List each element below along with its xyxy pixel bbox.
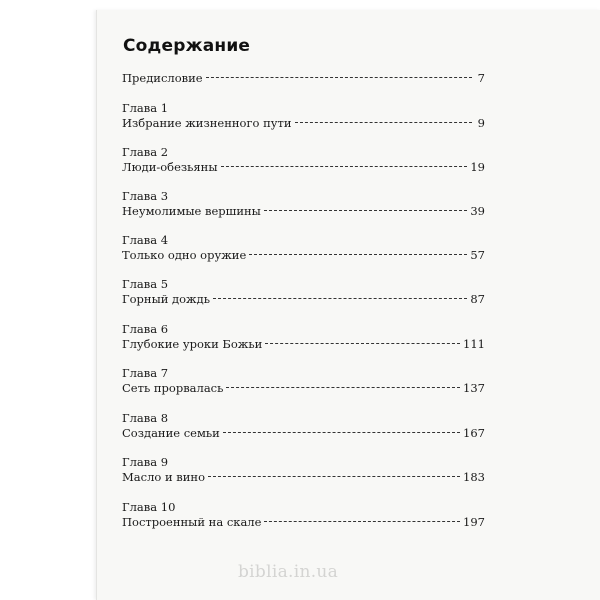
toc-page-number: 39 [470, 204, 485, 218]
page-title: Содержание [123, 36, 251, 56]
toc-page-number: 9 [477, 116, 485, 130]
toc-entry [122, 204, 485, 218]
dot-leader [221, 166, 468, 167]
toc-entry-title: Глубокие уроки Божьи [122, 337, 263, 351]
toc-entry [122, 381, 485, 395]
toc-page-number: 111 [463, 337, 485, 351]
toc-entry-title: Построенный на скале [122, 515, 262, 529]
toc-page-number: 137 [463, 381, 485, 395]
toc-entry-title: Предисловие [122, 71, 203, 85]
chapter-label: Глава 8 [122, 411, 169, 425]
chapter-label: Глава 2 [122, 145, 169, 159]
toc-page-number: 87 [470, 292, 485, 306]
chapter-label: Глава 9 [122, 455, 169, 469]
dot-leader [206, 77, 472, 78]
toc-entry [122, 292, 485, 306]
dot-leader [223, 432, 460, 433]
toc-page-number: 197 [463, 515, 485, 529]
chapter-label: Глава 7 [122, 366, 169, 380]
toc-entry [122, 515, 485, 529]
toc-page-number: 19 [470, 160, 485, 174]
chapter-label: Глава 10 [122, 500, 176, 514]
toc-page-number: 183 [463, 470, 485, 484]
toc-entry-title: Только одно оружие [122, 248, 247, 262]
chapter-label: Глава 4 [122, 233, 169, 247]
toc-page-number: 167 [463, 426, 485, 440]
toc-entry [122, 116, 485, 130]
toc-entry-title: Создание семьи [122, 426, 220, 440]
watermark: biblia.in.ua [238, 562, 339, 582]
toc-entry [122, 426, 485, 440]
toc-page-number: 7 [477, 71, 485, 85]
dot-leader [208, 476, 460, 477]
dot-leader [264, 521, 460, 522]
toc-entry-preface [122, 71, 485, 85]
toc-page-number: 57 [470, 248, 485, 262]
chapter-label: Глава 5 [122, 277, 169, 291]
chapter-label: Глава 6 [122, 322, 169, 336]
dot-leader [264, 210, 468, 211]
toc-entry-title: Неумолимые вершины [122, 204, 261, 218]
toc-entry-title: Люди-обезьяны [122, 160, 218, 174]
chapter-label: Глава 1 [122, 101, 169, 115]
toc-entry [122, 337, 485, 351]
toc-entry-title: Сеть прорвалась [122, 381, 224, 395]
toc-entry-title: Избрание жизненного пути [122, 116, 292, 130]
toc-entry-title: Горный дождь [122, 292, 210, 306]
toc-entry-title: Масло и вино [122, 470, 206, 484]
dot-leader [249, 254, 467, 255]
dot-leader [295, 122, 472, 123]
dot-leader [265, 343, 460, 344]
toc-entry [122, 160, 485, 174]
toc-entry [122, 470, 485, 484]
dot-leader [226, 387, 460, 388]
dot-leader [213, 298, 467, 299]
chapter-label: Глава 3 [122, 189, 169, 203]
toc-entry [122, 248, 485, 262]
